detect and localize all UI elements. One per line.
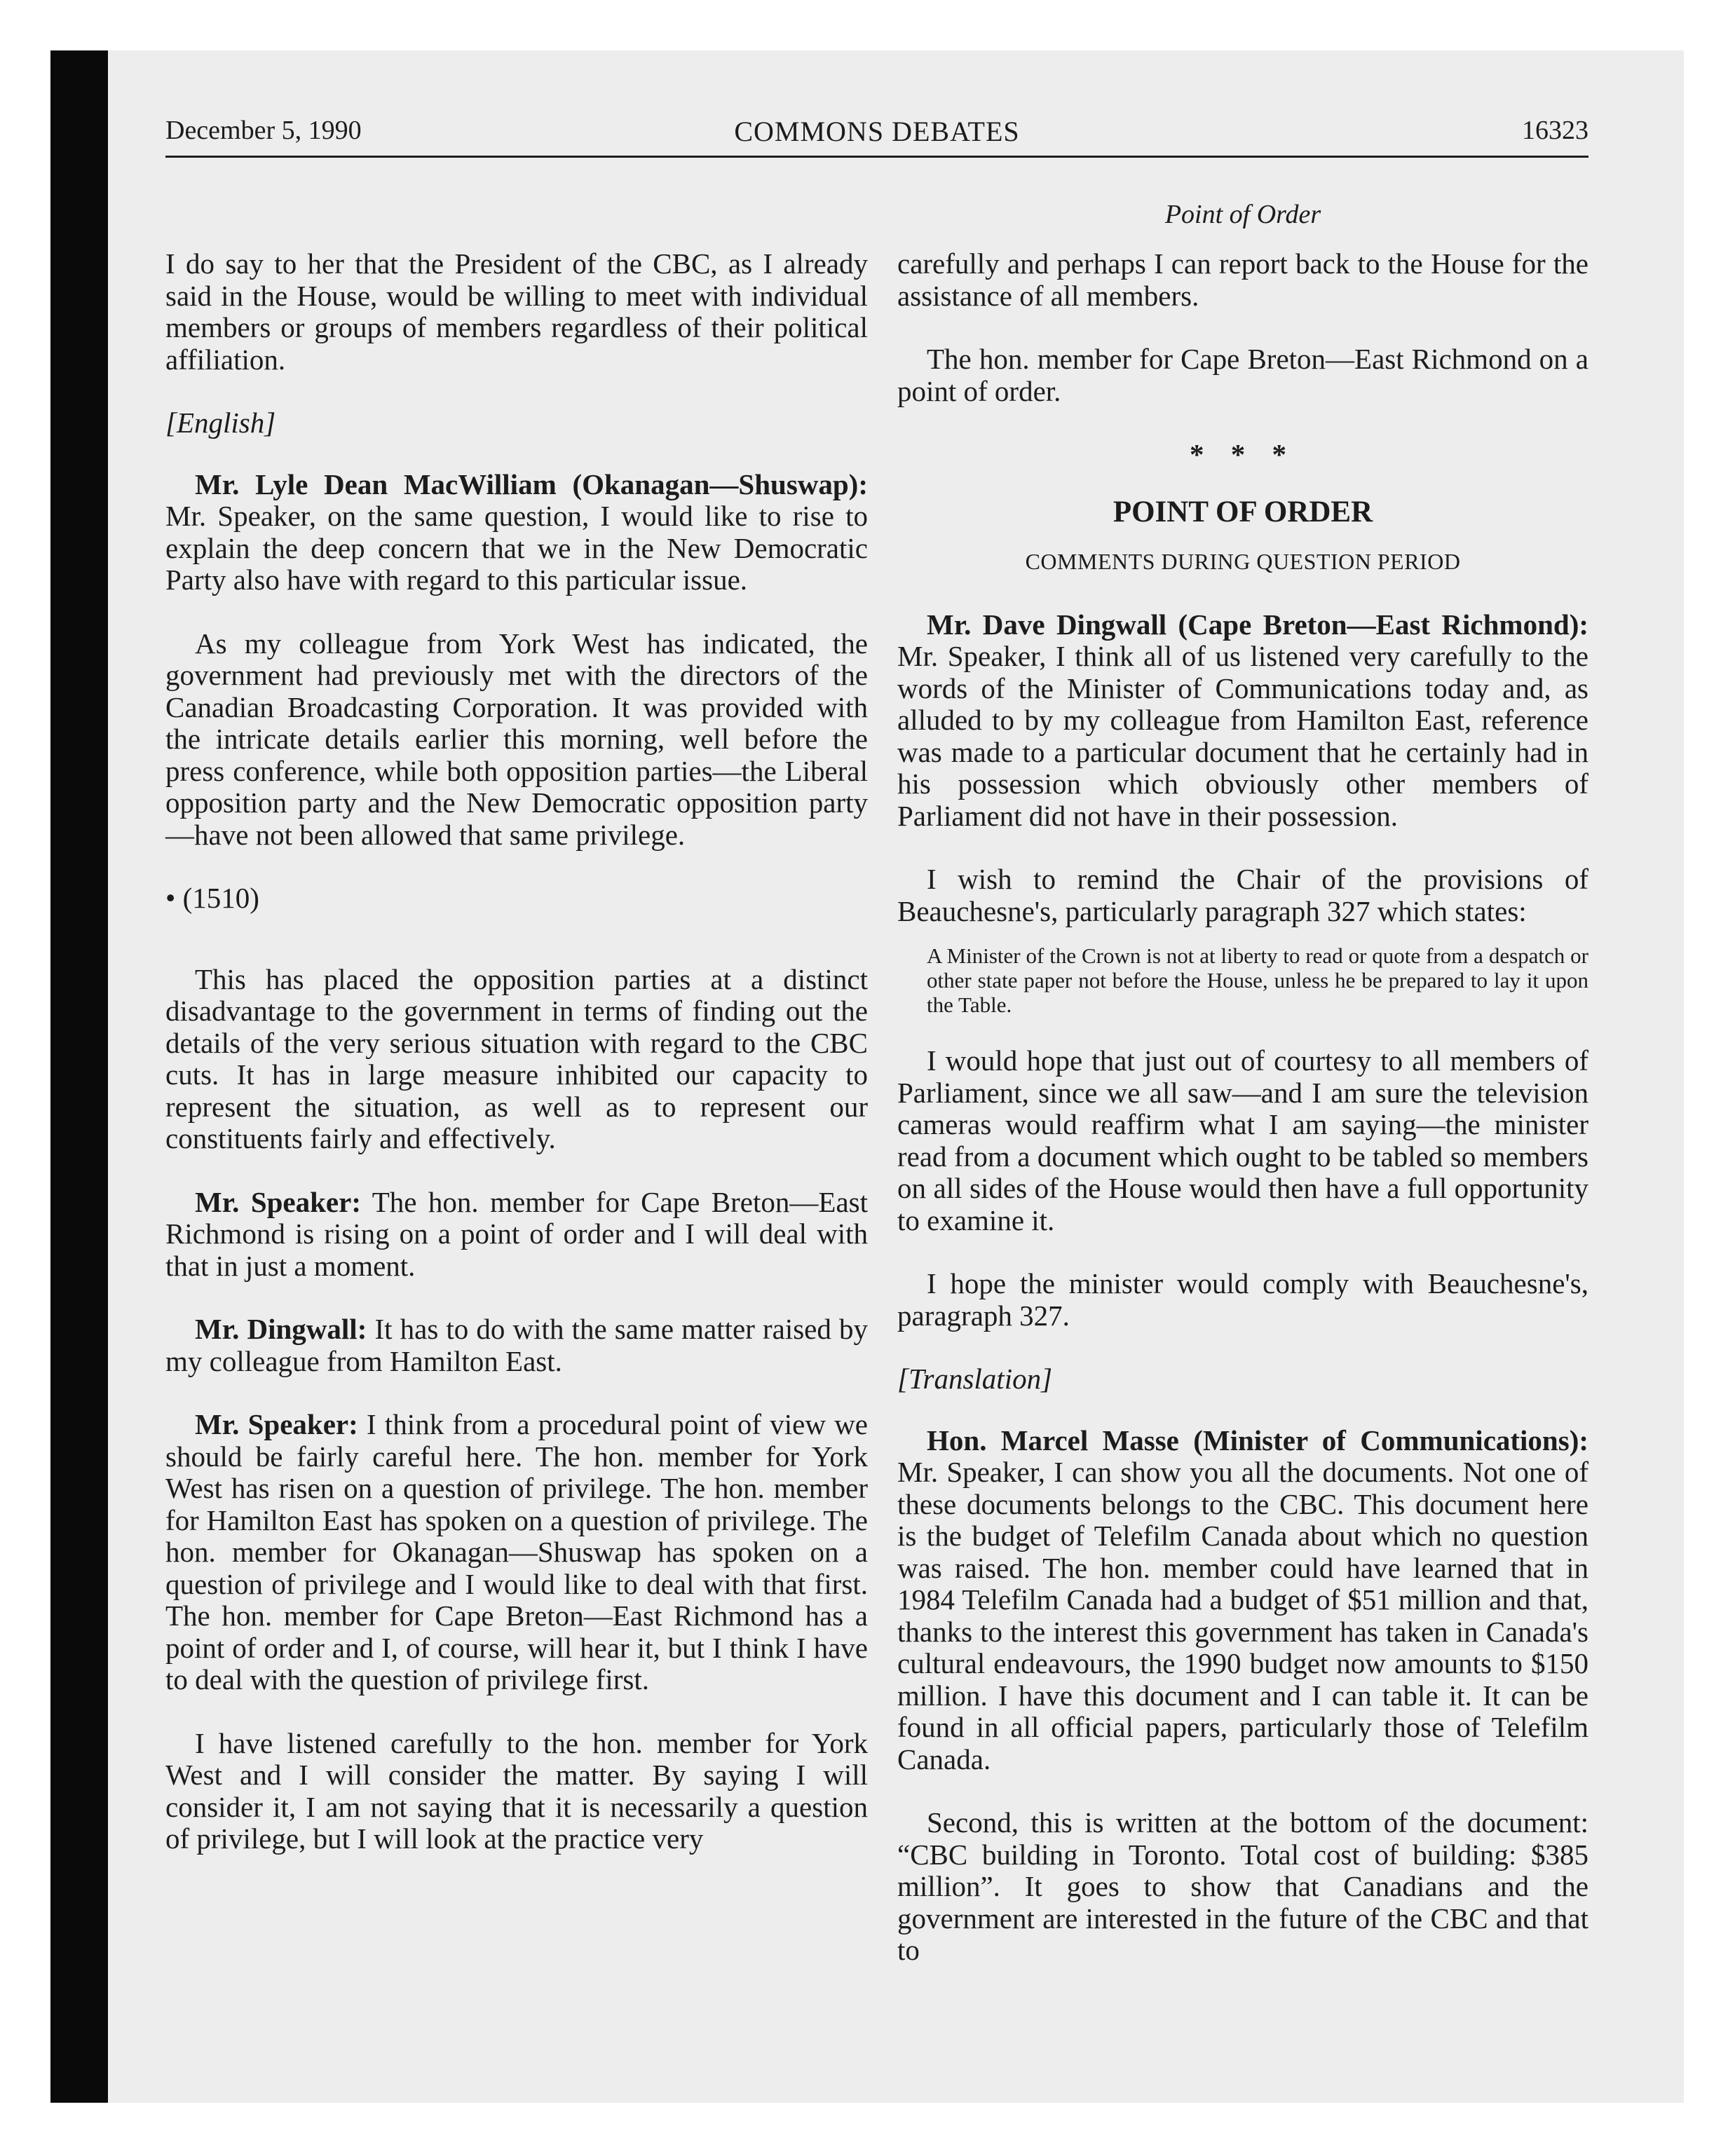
speaker-name: Mr. Lyle Dean MacWilliam (Okanagan—Shuswap): — [195, 468, 868, 500]
paragraph: I do say to her that the President of the CBC, as I already said in the House, would be willing to meet with individual members or groups of members regardless of their political affiliation. — [165, 247, 868, 376]
paragraph — [165, 1187, 868, 1283]
header-title: COMMONS DEBATES — [734, 116, 1020, 147]
page-header — [165, 111, 1588, 154]
paragraph — [165, 1409, 868, 1696]
paragraph — [897, 1425, 1588, 1776]
speech-text: I think from a procedural point of view we should be fairly careful here. The hon. member for York West has risen on a question of privilege. The hon. member for Hamilton East has spoken on a question of privilege. The hon. member for Okanagan—Shuswap has spoken on a question of privilege and I would like to deal with that first. The hon. member for Cape Breton—East Richmond has a point of order and I, of course, will hear it, but I think I have to deal with the question of privilege first. — [165, 1408, 868, 1696]
paragraph: Second, this is written at the bottom of the document: “CBC building in Toronto. Total cost of building: $385 million”. It goes to show that Canadians and the government are interested in the future of the CBC and that to — [897, 1806, 1588, 1966]
left-column — [165, 248, 868, 1887]
speech-text: Mr. Speaker, I can show you all the documents. Not one of these documents belongs to the CBC. This document here is the budget of Telefilm Canada about which no question was raised. The hon. member could have learned that in 1984 Telefilm Canada had a budget of $51 million and that, thanks to the interest this government has taken in Canada's cultural endeavours, the 1990 budget now amounts to $150 million. I have this document and I can table it. It can be found in all official papers, particularly those of Telefilm Canada. — [897, 1456, 1588, 1775]
paragraph: I would hope that just out of courtesy to all members of Parliament, since we all saw—and I am sure the television cameras would reaffirm what I am saying—the minister read from a document which ought to be tabled so members on all sides of the House would then have a full opportunity to examine it. — [897, 1044, 1588, 1236]
right-column — [897, 248, 1588, 1998]
section-separator: * * * — [1190, 438, 1296, 470]
running-head: Point of Order — [1164, 200, 1321, 229]
speech-text: Mr. Speaker, on the same question, I would like to rise to explain the deep concern that we in the New Democratic Party also have with regard to this particular issue. — [165, 500, 868, 596]
speaker-name: Mr. Speaker: — [195, 1185, 361, 1218]
paragraph: As my colleague from York West has indicated, the government had previously met with the directors of the Canadian Broadcasting Corporation. It was provided with the intricate details earlier this morning, well before the press conference, while both opposition parties—the Liberal opposition party and the New Democratic opposition party—have not been allowed that same privilege. — [165, 627, 868, 851]
header-date: December 5, 1990 — [165, 116, 362, 145]
paragraph: I wish to remind the Chair of the provisions of Beauchesne's, particularly paragraph 327 which states: — [897, 863, 1588, 927]
section-language-tag: [English] — [165, 407, 276, 439]
speaker-name: Mr. Dave Dingwall (Cape Breton—East Richmond): — [927, 608, 1588, 641]
speaker-name: Mr. Speaker: — [195, 1408, 358, 1440]
binding-edge — [50, 50, 108, 2103]
speech-text: The hon. member for Cape Breton—East Richmond is rising on a point of order and I will deal with that in just a moment. — [165, 1185, 868, 1282]
speech-text: It has to do with the same matter raised by my colleague from Hamilton East. — [165, 1313, 868, 1377]
paragraph: carefully and perhaps I can report back to the House for the assistance of all members. — [897, 247, 1588, 312]
paragraph: The hon. member for Cape Breton—East Richmond on a point of order. — [897, 343, 1588, 407]
paragraph: This has placed the opposition parties at a distinct disadvantage to the government in terms of finding out the details of the very serious situation with regard to the CBC cuts. It has in large measure inhibited our capacity to represent the situation, as well as to represent our constituents fairly and effectively. — [165, 962, 868, 1154]
speech-text: Mr. Speaker, I think all of us listened very carefully to the words of the Minister of Communications today and, as alluded to by my colleague from Hamilton East, reference was made to a particular document that he certainly had in his possession which obviously other members of Parliament did not have in their possession. — [897, 640, 1588, 832]
section-subheading: COMMENTS DURING QUESTION PERIOD — [1025, 549, 1461, 574]
time-marker: • (1510) — [165, 882, 259, 914]
paragraph — [165, 469, 868, 596]
paragraph: I hope the minister would comply with Beauchesne's, paragraph 327. — [897, 1267, 1588, 1332]
speaker-name: Mr. Dingwall: — [195, 1313, 367, 1345]
speaker-name: Hon. Marcel Masse (Minister of Communications): — [927, 1424, 1588, 1456]
header-page-number: 16323 — [1522, 116, 1588, 145]
header-rule — [165, 156, 1588, 158]
section-language-tag: [Translation] — [897, 1363, 1053, 1395]
paragraph: I have listened carefully to the hon. member for York West and I will consider the matter. By saying I will consider it, I am not saying that it is necessarily a question of privilege, but I will look at the practice very — [165, 1726, 868, 1855]
section-heading: POINT OF ORDER — [1113, 495, 1373, 528]
block-quote: A Minister of the Crown is not at liberty to read or quote from a despatch or other state paper not before the House, unless he be prepared to lay it upon the Table. — [927, 943, 1588, 1017]
paragraph — [897, 609, 1588, 833]
paragraph — [165, 1314, 868, 1377]
